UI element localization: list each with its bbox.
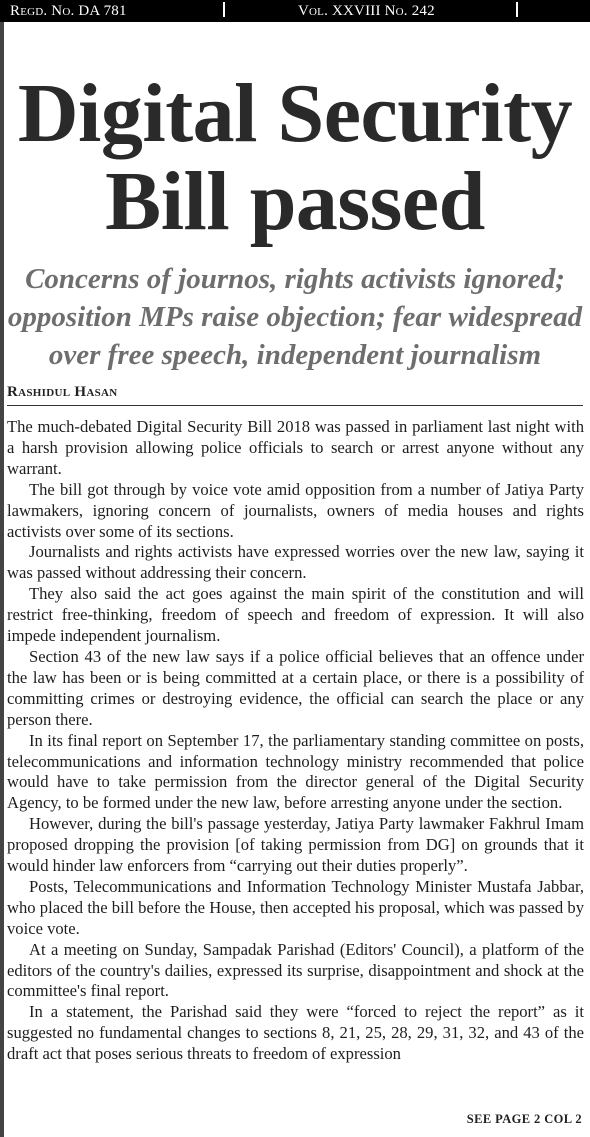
separator-1 [223,2,225,17]
headline [0,67,590,248]
subheadline [0,260,590,374]
paragraph: In its final report on September 17, the parliamentary standing committee on posts, telecommunications and information technology ministry recommended that police would have to take permission from the director general of the Digital Security Agency, to be formed under the new law, before arresting anyone under the section. [7,730,584,813]
paragraph: However, during the bill's passage yesterday, Jatiya Party lawmaker Fakhrul Imam proposed dropping the provision [of taking permission from DG] on grounds that it would hinder law enforcers from “carrying out their duties properly”. [7,814,584,876]
separator-2 [516,2,518,17]
headline-line-2: Bill passed [105,155,485,248]
subheadline-line-3: over free speech, independent journalism [48,339,542,371]
paragraph: Posts, Telecommunications and Information Technology Minister Mustafa Jabbar, who placed the bill before the House, then accepted his proposal, which was passed by voice vote. [7,876,584,938]
headline-line-1: Digital Security [17,67,573,160]
masthead-bar [0,0,590,22]
paragraph: In a statement, the Parishad said they were “forced to reject the report” as it suggested no fundamental changes to sections 8, 21, 25, 28, 29, 31, 32, and 43 of the draft act that poses serious threats to freedom of expression [7,1002,584,1064]
byline: Rashidul Hasan [7,384,118,400]
paragraph: The bill got through by voice vote amid opposition from a number of Jatiya Party lawmakers, ignoring concern of journalists, owners of media houses and rights activists over some of its sections. [7,479,584,541]
byline-rule [7,405,583,406]
continuation-note[interactable]: SEE PAGE 2 COL 2 [466,1112,582,1126]
article-body [7,417,584,1065]
subheadline-line-1: Concerns of journos, rights activists ignored; [25,263,565,295]
paragraph: They also said the act goes against the main spirit of the constitution and will restrict free-thinking, freedom of speech and freedom of expression. It will also impede independent journalism. [7,584,584,646]
registration-number: Regd. No. DA 781 [10,3,127,19]
paragraph: Section 43 of the new law says if a police official believes that an offence under the law has been or is being committed at a certain place, or there is a possibility of committing crimes or destroying evidence, the official can search the place or any person there. [7,646,584,729]
paragraph: At a meeting on Sunday, Sampadak Parishad (Editors' Council), a platform of the editors of the country's dailies, expressed its surprise, disappointment and shock at the committee's final report. [7,939,584,1001]
paragraph: The much-debated Digital Security Bill 2018 was passed in parliament last night with a harsh provision allowing police officials to search or arrest anyone without any warrant. [7,417,584,478]
volume-number: Vol. XXVIII No. 242 [298,3,435,19]
paragraph: Journalists and rights activists have expressed worries over the new law, saying it was passed without addressing their concern. [7,542,584,583]
subheadline-line-2: opposition MPs raise objection; fear widespread [7,301,583,333]
